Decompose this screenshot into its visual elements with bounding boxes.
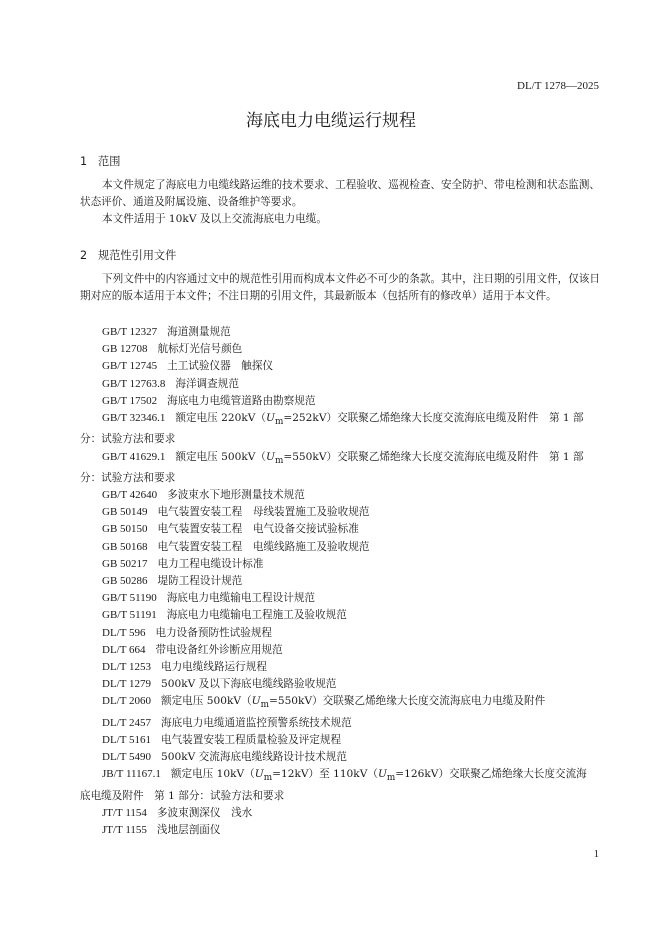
voltage-symbol: U — [266, 450, 275, 463]
reference-title: =12kV）至 110kV（ — [272, 768, 378, 781]
reference-code: JT/T 1155 — [102, 824, 147, 837]
reference-code: DL/T 2457 — [102, 716, 151, 729]
reference-code: GB 50286 — [102, 575, 148, 588]
reference-code: GB/T 12327 — [102, 326, 158, 338]
reference-code: JB/T 11167.1 — [102, 768, 161, 781]
reference-item — [80, 732, 600, 749]
reference-title: 额定电压 500kV（ — [161, 695, 252, 708]
reference-code: DL/T 596 — [102, 626, 146, 639]
reference-list — [80, 324, 600, 839]
reference-item — [80, 749, 600, 766]
reference-title: 电力工程电缆设计标准 — [157, 557, 264, 570]
reference-item — [80, 693, 600, 714]
reference-title: 海底电力电缆管道路由勘察规范 — [167, 394, 316, 407]
reference-code: GB/T 32346.1 — [102, 412, 166, 425]
voltage-symbol: U — [254, 768, 264, 781]
scope-paragraph-1: 本文件规定了海底电力电缆线路运维的技术要求、工程验收、巡视检查、安全防护、带电检测和状态监测、状态评价、通道及附属设施、设备维护等要求。 — [80, 179, 600, 208]
reference-item — [80, 504, 600, 521]
section-title: 范围 — [98, 155, 121, 168]
reference-item — [80, 487, 600, 504]
reference-item — [80, 625, 600, 642]
reference-title: 多波束水下地形测量技术规范 — [167, 489, 305, 502]
voltage-symbol: U — [266, 412, 275, 425]
page-number: 1 — [593, 849, 599, 860]
reference-code: GB 12708 — [102, 343, 148, 356]
voltage-subscript: m — [274, 455, 284, 466]
section-number: 1 — [80, 155, 88, 168]
page-title: 海底电力电缆运行规程 — [246, 111, 416, 131]
reference-item — [80, 766, 600, 805]
reference-code: GB/T 42640 — [102, 489, 158, 502]
reference-title-continuation: 底电缆及附件 第 1 部分：试验方法和要求 — [80, 789, 285, 802]
section-1-heading — [80, 153, 120, 169]
reference-code: JT/T 1154 — [102, 806, 147, 819]
reference-title: =550kV）交联聚乙烯绝缘大长度交流海底电力电缆及附件 — [268, 695, 546, 708]
reference-title: 额定电压 500kV（ — [175, 450, 266, 463]
reference-code: GB/T 12763.8 — [102, 377, 166, 390]
reference-item — [80, 358, 600, 375]
reference-item — [80, 410, 600, 449]
reference-title: 海洋调查规范 — [175, 377, 239, 390]
references-intro: 下列文件中的内容通过文中的规范性引用而构成本文件必不可少的条款。其中，注日期的引用文件，仅该日期对应的版本适用于本文件；不注日期的引用文件，其最新版本（包括所有的修改单）适用于本文件。 — [80, 273, 600, 302]
reference-code: GB/T 51191 — [102, 609, 157, 622]
reference-code: GB/T 51190 — [102, 592, 157, 605]
reference-code: GB 50149 — [102, 506, 148, 519]
voltage-symbol: U — [377, 768, 387, 781]
reference-title: 额定电压 10kV（ — [170, 768, 255, 781]
reference-code: GB/T 12745 — [102, 360, 158, 373]
reference-code: GB 50217 — [102, 557, 148, 570]
reference-item — [80, 715, 600, 732]
voltage-subscript: m — [274, 417, 284, 428]
reference-code: DL/T 1279 — [102, 678, 151, 691]
reference-item — [80, 607, 600, 624]
reference-title: 电力电缆线路运行规程 — [161, 661, 267, 674]
reference-title: 海底电力电缆输电工程施工及验收规范 — [166, 609, 347, 622]
reference-item — [80, 805, 600, 822]
reference-title: =126kV）交联聚乙烯绝缘大长度交流海 — [395, 768, 587, 781]
reference-code: GB 50150 — [102, 523, 148, 536]
section-title: 规范性引用文件 — [98, 249, 177, 262]
reference-code: DL/T 5490 — [102, 751, 151, 764]
reference-title: 电气装置安装工程质量检验及评定规程 — [161, 734, 342, 746]
voltage-subscript: m — [260, 700, 269, 711]
reference-code: GB/T 41629.1 — [102, 450, 166, 463]
reference-item — [80, 642, 600, 659]
reference-item — [80, 449, 600, 488]
section-2-heading — [80, 247, 176, 263]
reference-title: 带电设备红外诊断应用规范 — [155, 643, 283, 656]
scope-paragraph-2: 本文件适用于 10kV 及以上交流海底电力电缆。 — [102, 213, 327, 225]
reference-title: 浅地层剖面仪 — [156, 824, 221, 837]
reference-code: GB/T 17502 — [102, 394, 158, 407]
reference-title: 500kV 交流海底电缆线路设计技术规范 — [161, 751, 347, 764]
reference-item — [80, 393, 600, 410]
document-code: DL/T 1278—2025 — [517, 80, 599, 92]
reference-item — [80, 539, 600, 556]
voltage-subscript: m — [263, 773, 273, 784]
reference-title: 多波束测深仪 浅水 — [156, 806, 253, 819]
reference-title-continuation: 分：试验方法和要求 — [80, 471, 176, 484]
reference-item — [80, 822, 600, 839]
reference-code: DL/T 664 — [102, 643, 146, 656]
reference-item — [80, 590, 600, 607]
reference-title: 电气装置安装工程 电气设备交接试验标准 — [157, 523, 359, 536]
reference-item — [80, 376, 600, 393]
reference-title: 电气装置安装工程 电缆线路施工及验收规范 — [157, 540, 370, 553]
section-number: 2 — [80, 249, 88, 262]
reference-item — [80, 324, 600, 341]
reference-code: DL/T 5161 — [102, 734, 151, 746]
reference-title: 堤防工程设计规范 — [157, 575, 243, 588]
reference-item — [80, 676, 600, 693]
reference-title: 土工试验仪器 触探仪 — [167, 360, 274, 373]
reference-title: 海底电力电缆输电工程设计规范 — [166, 592, 316, 605]
reference-item — [80, 573, 600, 590]
reference-code: GB 50168 — [102, 540, 148, 553]
reference-item — [80, 556, 600, 573]
reference-title: =252kV）交联聚乙烯绝缘大长度交流海底电缆及附件 第 1 部 — [283, 412, 584, 425]
reference-item — [80, 341, 600, 358]
voltage-symbol: U — [251, 695, 261, 708]
voltage-subscript: m — [386, 773, 396, 784]
reference-title: 额定电压 220kV（ — [175, 412, 266, 425]
reference-title-continuation: 分：试验方法和要求 — [80, 433, 176, 446]
reference-title: 500kV 及以下海底电缆线路验收规范 — [161, 678, 337, 691]
reference-code: DL/T 1253 — [102, 661, 151, 674]
reference-title: 航标灯光信号颜色 — [157, 343, 243, 356]
reference-title: 电力设备预防性试验规程 — [155, 626, 273, 639]
reference-item — [80, 659, 600, 676]
reference-code: DL/T 2060 — [102, 695, 151, 708]
reference-title: =550kV）交联聚乙烯绝缘大长度交流海底电缆及附件 第 1 部 — [283, 450, 584, 463]
reference-item — [80, 521, 600, 538]
reference-title: 海道测量规范 — [167, 326, 231, 338]
reference-title: 电气装置安装工程 母线装置施工及验收规范 — [157, 506, 370, 519]
reference-title: 海底电力电缆通道监控预警系统技术规范 — [161, 716, 352, 729]
